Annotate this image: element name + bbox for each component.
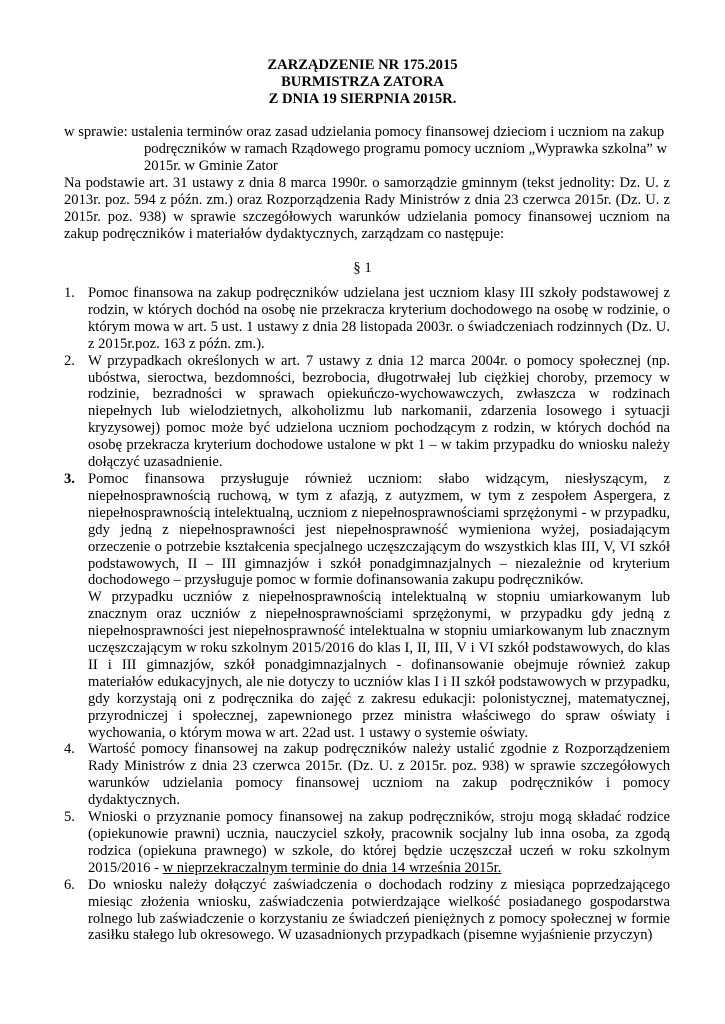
item-text: Pomoc finansowa przysługuje również uczniom: słabo widzącym, niesłyszącym, z niepełnosprawnością ruchową, w tym z afazją, z autyzmem, w tym z zespołem Aspergera, z niepełnosprawnością intelektualną, uczniom z niepełnosprawnościami sprzężonymi - w przypadku, gdy jedną z niepełnosprawności jest niepełnosprawność wymieniona wyżej, posiadającym orzeczenie o potrzebie kształcenia specjalnego uczęszczającym do wszystkich klas III, V, VI szkół podstawowych, II – III gimnazjów i szkół ponadgimnazjalnych – niezależnie od kryterium dochodowego – przysługuje pomoc w formie dofinansowania zakupu podręczników. <box>88 470 670 589</box>
legal-basis-text: Na podstawie art. 31 ustawy z dnia 8 marca 1990r. o samorządzie gminnym (tekst jednolity: Dz. U. z 2013r. poz. 594 z późn. zm.) oraz Rozporządzenia Rady Ministrów z dnia 23 czerwca 2015r. (Dz. U. z 2015r. poz. 938) w sprawie szczegółowych warunków udzielania pomocy finansowej uczniom na zakup podręczników i materiałów dydaktycznych, zarządzam co następuje: <box>64 175 670 242</box>
item-text: Pomoc finansowa na zakup podręczników udzielana jest uczniom klasy III szkoły podstawowej z rodzin, w których dochód na osobę nie przekracza kryterium dochodowego na osobę w rodzinie, o którym mowa w art. 5 ust. 1 ustawy z dnia 28 listopada 2003r. o świadczeniach rodzinnych (Dz. U. z 2015r.poz. 163 z późn. zm.). <box>88 285 670 352</box>
item-text: W przypadkach określonych w art. 7 ustawy z dnia 12 marca 2004r. o pomocy społecznej (np. ubóstwa, sieroctwa, bezdomności, bezrobocia, długotrwałej lub ciężkiej choroby, przemocy w rodzinie, bezradności w sprawach opiekuńczo-wychowawczych, zwłaszcza w rodzinach niepełnych lub wielodzietnych, alkoholizmu lub narkomanii, zdarzenia losowego i sytuacji kryzysowej) pomoc może być udzielona uczniom pochodzącym z rodzin, w których dochód na osobę przekracza kryterium dochodowe ustalone w pkt 1 – w takim przypadku do wniosku należy dołączyć uzasadnienie. <box>88 352 670 471</box>
list-item <box>64 877 670 945</box>
item-number: 3. <box>64 470 75 487</box>
section-sign: § 1 <box>353 260 372 276</box>
item-text-wrapper <box>88 809 670 877</box>
issuer-heading: BURMISTRZA ZATORA <box>281 74 444 90</box>
subject-text: w sprawie: ustalenia terminów oraz zasad udzielania pomocy finansowej dzieciom i uczniom na zakup podręczników w ramach Rządowego programu pomocy uczniom „Wyprawka szkolna” w 2015r. w Gminie Zator <box>64 124 668 174</box>
item-text: Wnioski o przyznanie pomocy finansowej na zakup podręczników, stroju mogą składać rodzice (opiekunowie prawni) ucznia, nauczyciel szkoły, pracownik socjalny lub inna osoba, za zgodą rodzica (opiekuna prawnego) w szkole, do której będzie uczęszczał uczeń w roku szkolnym 2015/2016 - <box>88 809 670 876</box>
list-item <box>64 285 670 353</box>
item-subparagraph: W przypadku uczniów z niepełnosprawnością intelektualną w stopniu umiarkowanym lub znacznym oraz uczniów z niepełnosprawnościami sprzężonymi, w przypadku gdy jedną z niepełnosprawności jest niepełnosprawność intelektualna w stopniu umiarkowanym lub znacznym uczęszczającym w roku szkolnym 2015/2016 do klas I, II, III, V i VI szkół podstawowych, do klas II i III gimnazjów, szkół ponadgimnazjalnych - dofinansowanie obejmuje również zakup materiałów edukacyjnych, ale nie dotyczy to uczniów klas I i II szkół podstawowych w przypadku, gdy korzystają oni z podręcznika do zajęć z zakresu edukacji: polonistycznej, matematycznej, przyrodniczej i społecznej, zapewnionego przez ministra właściwego do spraw oświaty i wychowania, o którym mowa w art. 22ad ust. 1 ustawy o systemie oświaty. <box>88 589 670 741</box>
order-number-heading: ZARZĄDZENIE NR 175.2015 <box>267 57 458 73</box>
list-item <box>64 809 670 877</box>
list-item <box>64 353 670 471</box>
item-number: 4. <box>64 741 75 758</box>
item-text: Wartość pomocy finansowej na zakup podręczników należy ustalić zgodnie z Rozporządzeniem Rady Ministrów z dnia 23 czerwca 2015r. (Dz. U. z 2015r. poz. 938) w sprawie szczegółowych warunków udzielania pomocy finansowej uczniom na zakup podręczników i pomocy dydaktycznych. <box>88 741 670 809</box>
item-number: 5. <box>64 809 75 826</box>
date-heading: Z DNIA 19 SIERPNIA 2015R. <box>268 91 457 107</box>
item-number: 6. <box>64 876 75 893</box>
item-number: 2. <box>64 352 75 369</box>
subject-block <box>64 124 670 175</box>
item-text: Do wniosku należy dołączyć zaświadczenia o dochodach rodziny z miesiąca poprzedzającego miesiąc złożenia wniosku, zaświadczenia potwierdzające wielkość posiadanego gospodarstwa rolnego lub zaświadczenie o korzystaniu ze świadczeń pieniężnych z pomocy społecznej w formie zasiłku stałego lub okresowego. W uzasadnionych przypadkach (pisemne wyjaśnienie przyczyn) <box>88 876 670 944</box>
deadline-text: w nieprzekraczalnym terminie do dnia 14 września 2015r. <box>162 859 502 876</box>
list-item <box>64 471 670 742</box>
list-item <box>64 741 670 809</box>
item-number: 1. <box>64 285 75 301</box>
provisions-list <box>64 285 670 944</box>
